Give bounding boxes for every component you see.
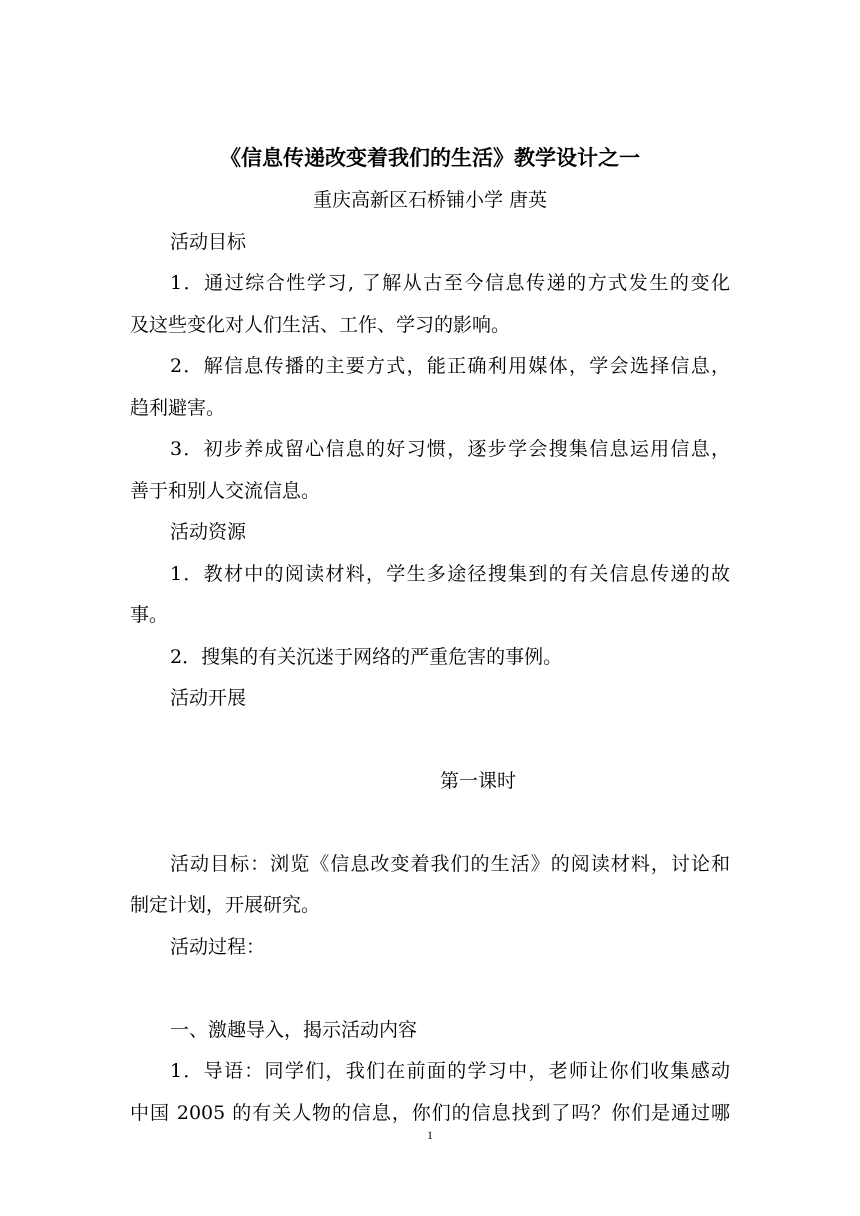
goals-heading: 活动目标 [170,231,247,253]
activity-heading: 活动开展 [170,687,247,709]
goal-2-line-1: 2．解信息传播的主要方式，能正确利用媒体，学会选择信息， [170,355,730,377]
step-1-heading: 一、激趣导入，揭示活动内容 [170,1019,418,1041]
document-title: 《信息传递改变着我们的生活》教学设计之一 [220,145,640,170]
resource-2: 2．搜集的有关沉迷于网络的严重危害的事例。 [170,646,563,668]
lesson-goal-line-1: 活动目标：浏览《信息改变着我们的生活》的阅读材料，讨论和 [170,853,730,875]
goal-3-line-1: 3．初步养成留心信息的好习惯，逐步学会搜集信息运用信息， [170,438,730,460]
resource-1-line-1: 1．教材中的阅读材料，学生多途径搜集到的有关信息传递的故 [170,563,730,585]
lesson-goal-line-2: 制定计划，开展研究。 [130,894,321,916]
goal-2-line-2: 趋利避害。 [130,397,226,419]
lesson-heading: 第一课时 [440,770,517,792]
goal-1-line-2: 及这些变化对人们生活、工作、学习的影响。 [130,314,511,336]
page-number: 1 [427,1128,433,1142]
step-1-text-line-2: 中国 2005 的有关人物的信息，你们的信息找到了吗？你们是通过哪 [130,1102,730,1124]
goal-1-line-1: 1．通过综合性学习, 了解从古至今信息传递的方式发生的变化 [170,272,730,294]
resources-heading: 活动资源 [170,521,247,543]
resource-1-line-2: 事。 [130,604,169,626]
author-line: 重庆高新区石桥铺小学 唐英 [312,189,548,211]
step-1-text-line-1: 1．导语：同学们，我们在前面的学习中，老师让你们收集感动 [170,1060,730,1082]
process-heading: 活动过程： [170,936,266,958]
goal-3-line-2: 善于和别人交流信息。 [130,480,321,502]
